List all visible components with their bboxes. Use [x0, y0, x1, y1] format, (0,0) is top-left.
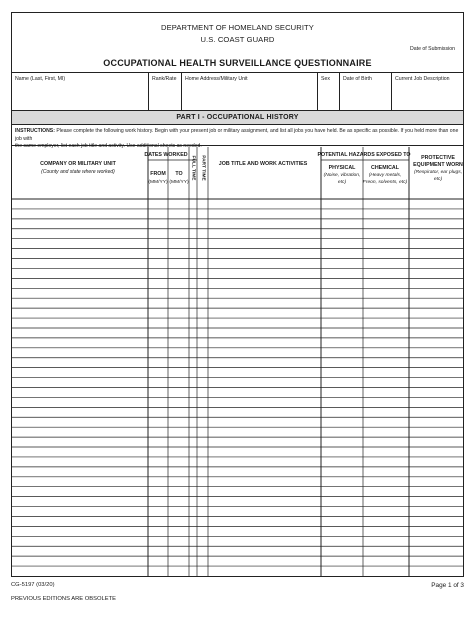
company-header: COMPANY OR MILITARY UNIT: [40, 161, 116, 167]
to-header: TO: [175, 171, 183, 177]
dob-label: Date of Birth: [343, 76, 372, 82]
rank-label: Rank/Rate: [152, 76, 177, 82]
dates-worked-header: DATES WORKED: [144, 152, 188, 158]
form-title: OCCUPATIONAL HEALTH SURVEILLANCE QUESTIONNAIRE: [103, 58, 372, 68]
instructions-line2: the same employer, list each job title and activity. Use additional sheets as needed.: [15, 143, 202, 150]
rank-field[interactable]: [149, 73, 182, 110]
name-label: Name (Last, First, MI): [15, 76, 66, 82]
to-subheader: (MM/YY): [169, 180, 189, 185]
company-subheader: (County and state where worked): [41, 169, 115, 175]
protective-header-1: PROTECTIVE: [421, 155, 455, 161]
department-name: DEPARTMENT OF HOMELAND SECURITY: [161, 23, 314, 32]
personal-info-row: [12, 73, 463, 111]
full-time-header: FULL TIME: [190, 155, 196, 181]
sex-label: Sex: [321, 76, 330, 82]
protective-header-2: EQUIPMENT WORN: [413, 162, 463, 168]
instructions: [12, 125, 463, 150]
chemical-subheader-1: (Heavy metals,: [368, 173, 402, 178]
protective-subheader-2: etc): [433, 177, 443, 182]
address-field[interactable]: [182, 73, 318, 110]
job-description-field[interactable]: [392, 73, 463, 110]
protective-subheader-1: (Respirator, ear plugs,: [413, 170, 463, 175]
instructions-label: INSTRUCTIONS:: [15, 128, 55, 134]
page-number: Page 1 of 3: [431, 582, 464, 589]
job-title-header: JOB TITLE AND WORK ACTIVITIES: [218, 161, 308, 167]
table-grid: [12, 147, 463, 576]
from-header: FROM: [150, 171, 166, 177]
date-of-submission-label[interactable]: Date of Submission: [410, 46, 455, 52]
sex-field[interactable]: [318, 73, 340, 110]
part-time-header: PART TIME: [200, 155, 206, 181]
physical-subheader-2: etc): [337, 180, 347, 185]
name-field[interactable]: [12, 73, 149, 110]
job-description-label: Current Job Description: [395, 76, 450, 82]
previous-editions-notice: PREVIOUS EDITIONS ARE OBSOLETE: [11, 596, 117, 602]
form-frame: [11, 12, 464, 577]
form-header: [12, 13, 463, 73]
part1-title: PART I - OCCUPATIONAL HISTORY: [12, 111, 463, 125]
instructions-line1: Please complete the following work history. Begin with your present job or military assignment, and list all jobs you have held. Be as specific as possible. If you held more than one job with: [15, 128, 459, 142]
dob-field[interactable]: [340, 73, 392, 110]
chemical-header: CHEMICAL: [371, 165, 399, 171]
address-label: Home Address/Military Unit: [185, 76, 248, 82]
from-subheader: (MM/YY): [148, 180, 168, 185]
occupational-history-table: [12, 147, 463, 576]
chemical-subheader-2: Freon, solvents, etc): [362, 180, 408, 185]
physical-header: PHYSICAL: [328, 165, 356, 171]
agency-name: U.S. COAST GUARD: [200, 35, 275, 44]
physical-subheader-1: (Noise, vibration,: [323, 173, 361, 178]
hazards-header: POTENTIAL HAZARDS EXPOSED TO: [317, 152, 411, 158]
form-number: CG-5197 (03/20): [11, 582, 55, 588]
